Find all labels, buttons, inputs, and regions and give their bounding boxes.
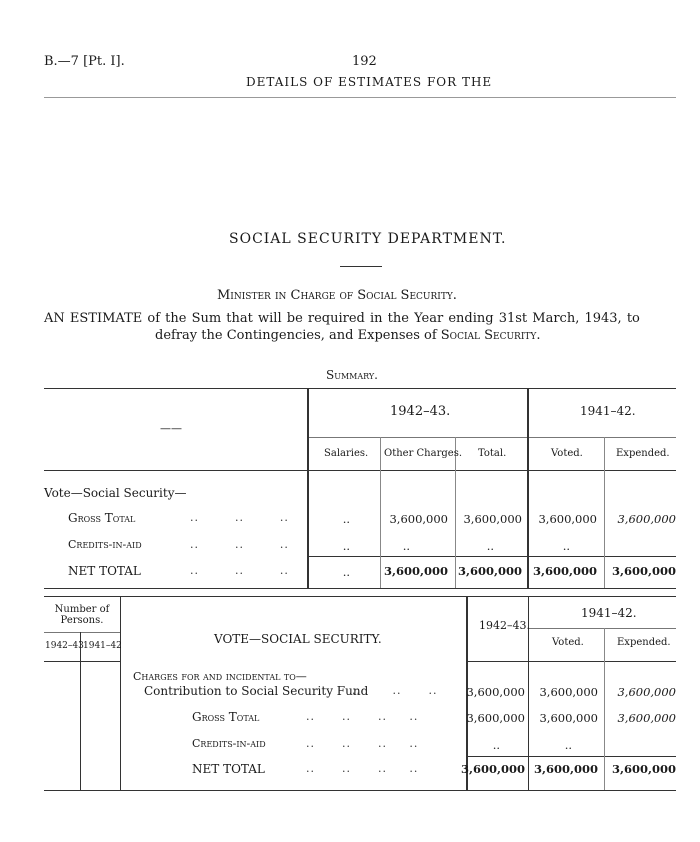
header-rule: [44, 97, 676, 98]
estimate-line-2-text: defray the Contingencies, and Expenses of: [155, 328, 441, 343]
charges-heading: Charges for and incidental to—: [133, 670, 307, 683]
cell-expended: 3,600,000: [611, 564, 676, 578]
summary-row-label: Gross Total: [68, 511, 136, 525]
col-salaries: Salaries.: [324, 448, 369, 459]
vote-bottom-rule: [44, 790, 676, 791]
persons-years-rule: [44, 661, 120, 662]
summary-top-rule: [44, 388, 676, 389]
vote-row-label: Contribution to Social Security Fund: [144, 684, 369, 698]
cell-total: ..: [486, 539, 494, 553]
persons-split: [80, 632, 81, 790]
estimate-line-1: AN ESTIMATE of the Sum that will be required in the Year ending 31st March, 1943, to: [44, 311, 640, 326]
cell-salaries: ..: [342, 565, 350, 579]
summary-heading: Summary.: [326, 368, 378, 382]
vote-cell-voted: 3,600,000: [539, 711, 598, 725]
vote-vline-1: [120, 596, 121, 790]
leader-dots: .. .. .. ..: [306, 737, 419, 750]
cell-other: 3,600,000: [389, 512, 448, 526]
summary-dash: ——: [160, 422, 182, 435]
vote-year-rule: [528, 628, 676, 629]
cell-salaries: ..: [342, 539, 350, 553]
persons-rule: [44, 632, 120, 633]
vote-year-prev: 1941–42.: [581, 606, 637, 620]
estimate-line-2-end: .: [536, 328, 541, 343]
vote-cell-expended: 3,600,000: [611, 762, 676, 776]
cell-total: 3,600,000: [457, 564, 522, 578]
col-voted: Voted.: [551, 448, 583, 459]
vote-row-label: Credits-in-aid: [192, 737, 266, 750]
page-number: 192: [352, 54, 377, 69]
summary-header-rule: [44, 470, 676, 471]
col-other-charges: Other Charges.: [384, 448, 462, 459]
summary-bottom-rule: [44, 588, 676, 589]
cell-voted: ..: [562, 539, 570, 553]
vote-year-current: 1942–43.: [479, 619, 530, 632]
summary-vline-3: [455, 437, 456, 588]
cell-total: 3,600,000: [463, 512, 522, 526]
leader-dots: .. .. ..: [190, 538, 289, 551]
vote-cell-current: ..: [492, 738, 500, 752]
department-title: SOCIAL SECURITY DEPARTMENT.: [229, 231, 507, 247]
vote-header-rule: [466, 661, 676, 662]
vote-row-label: Gross Total: [192, 710, 260, 724]
vote-top-rule: [44, 596, 676, 597]
leader-dots: .. .. ..: [352, 684, 438, 697]
minister-line: Minister in Charge of Social Security.: [217, 288, 457, 303]
summary-vline-4: [527, 388, 529, 588]
summary-year-rule: [308, 437, 676, 438]
estimate-line-2: [155, 328, 540, 343]
cell-voted: 3,600,000: [538, 512, 597, 526]
cell-salaries: ..: [342, 512, 350, 526]
persons-heading: Number of Persons.: [54, 604, 110, 626]
vote-cell-expended: 3,600,000: [617, 711, 676, 725]
leader-dots: .. .. .. ..: [306, 710, 419, 723]
summary-row-label: NET TOTAL: [68, 564, 141, 578]
summary-year-prev: 1941–42.: [580, 404, 636, 418]
col-expended: Expended.: [616, 448, 670, 459]
vote-cell-current: 3,600,000: [460, 762, 525, 776]
vote-cell-voted: ..: [564, 738, 572, 752]
persons-year-prev: 1941–42: [83, 641, 122, 651]
cell-other: 3,600,000: [383, 564, 448, 578]
vote-sum-rule: [466, 756, 676, 757]
vote-row-label: NET TOTAL: [192, 762, 265, 776]
vote-cell-current: 3,600,000: [466, 685, 525, 699]
persons-year-current: 1942–43: [45, 641, 84, 651]
summary-row-label: Credits-in-aid: [68, 538, 142, 551]
summary-vline-5: [604, 437, 605, 588]
summary-sum-rule: [308, 556, 676, 557]
col-total: Total.: [478, 448, 507, 459]
page-subtitle: DETAILS OF ESTIMATES FOR THE: [246, 75, 493, 89]
summary-year-current: 1942–43.: [390, 404, 451, 419]
leader-dots: .. .. ..: [190, 511, 289, 524]
vote-label: Vote—Social Security—: [44, 486, 187, 500]
vote-cell-voted: 3,600,000: [539, 685, 598, 699]
leader-dots: .. .. .. ..: [306, 762, 419, 775]
cell-other: ..: [402, 539, 410, 553]
estimate-line-2-smallcaps: Social Security: [440, 328, 537, 343]
vote-cell-voted: 3,600,000: [533, 762, 598, 776]
vote-col-expended: Expended.: [617, 637, 671, 648]
vote-cell-current: 3,600,000: [466, 711, 525, 725]
summary-vline-1: [307, 388, 309, 588]
vote-col-voted: Voted.: [552, 637, 584, 648]
vote-vline-4: [604, 628, 605, 790]
title-rule: [340, 266, 382, 267]
leader-dots: .. .. ..: [190, 564, 289, 577]
vote-cell-expended: 3,600,000: [617, 685, 676, 699]
cell-voted: 3,600,000: [532, 564, 597, 578]
page-ref: B.—7 [Pt. I].: [44, 54, 125, 69]
vote-title: VOTE—SOCIAL SECURITY.: [214, 632, 382, 646]
cell-expended: 3,600,000: [617, 512, 676, 526]
summary-vline-2: [380, 437, 381, 588]
